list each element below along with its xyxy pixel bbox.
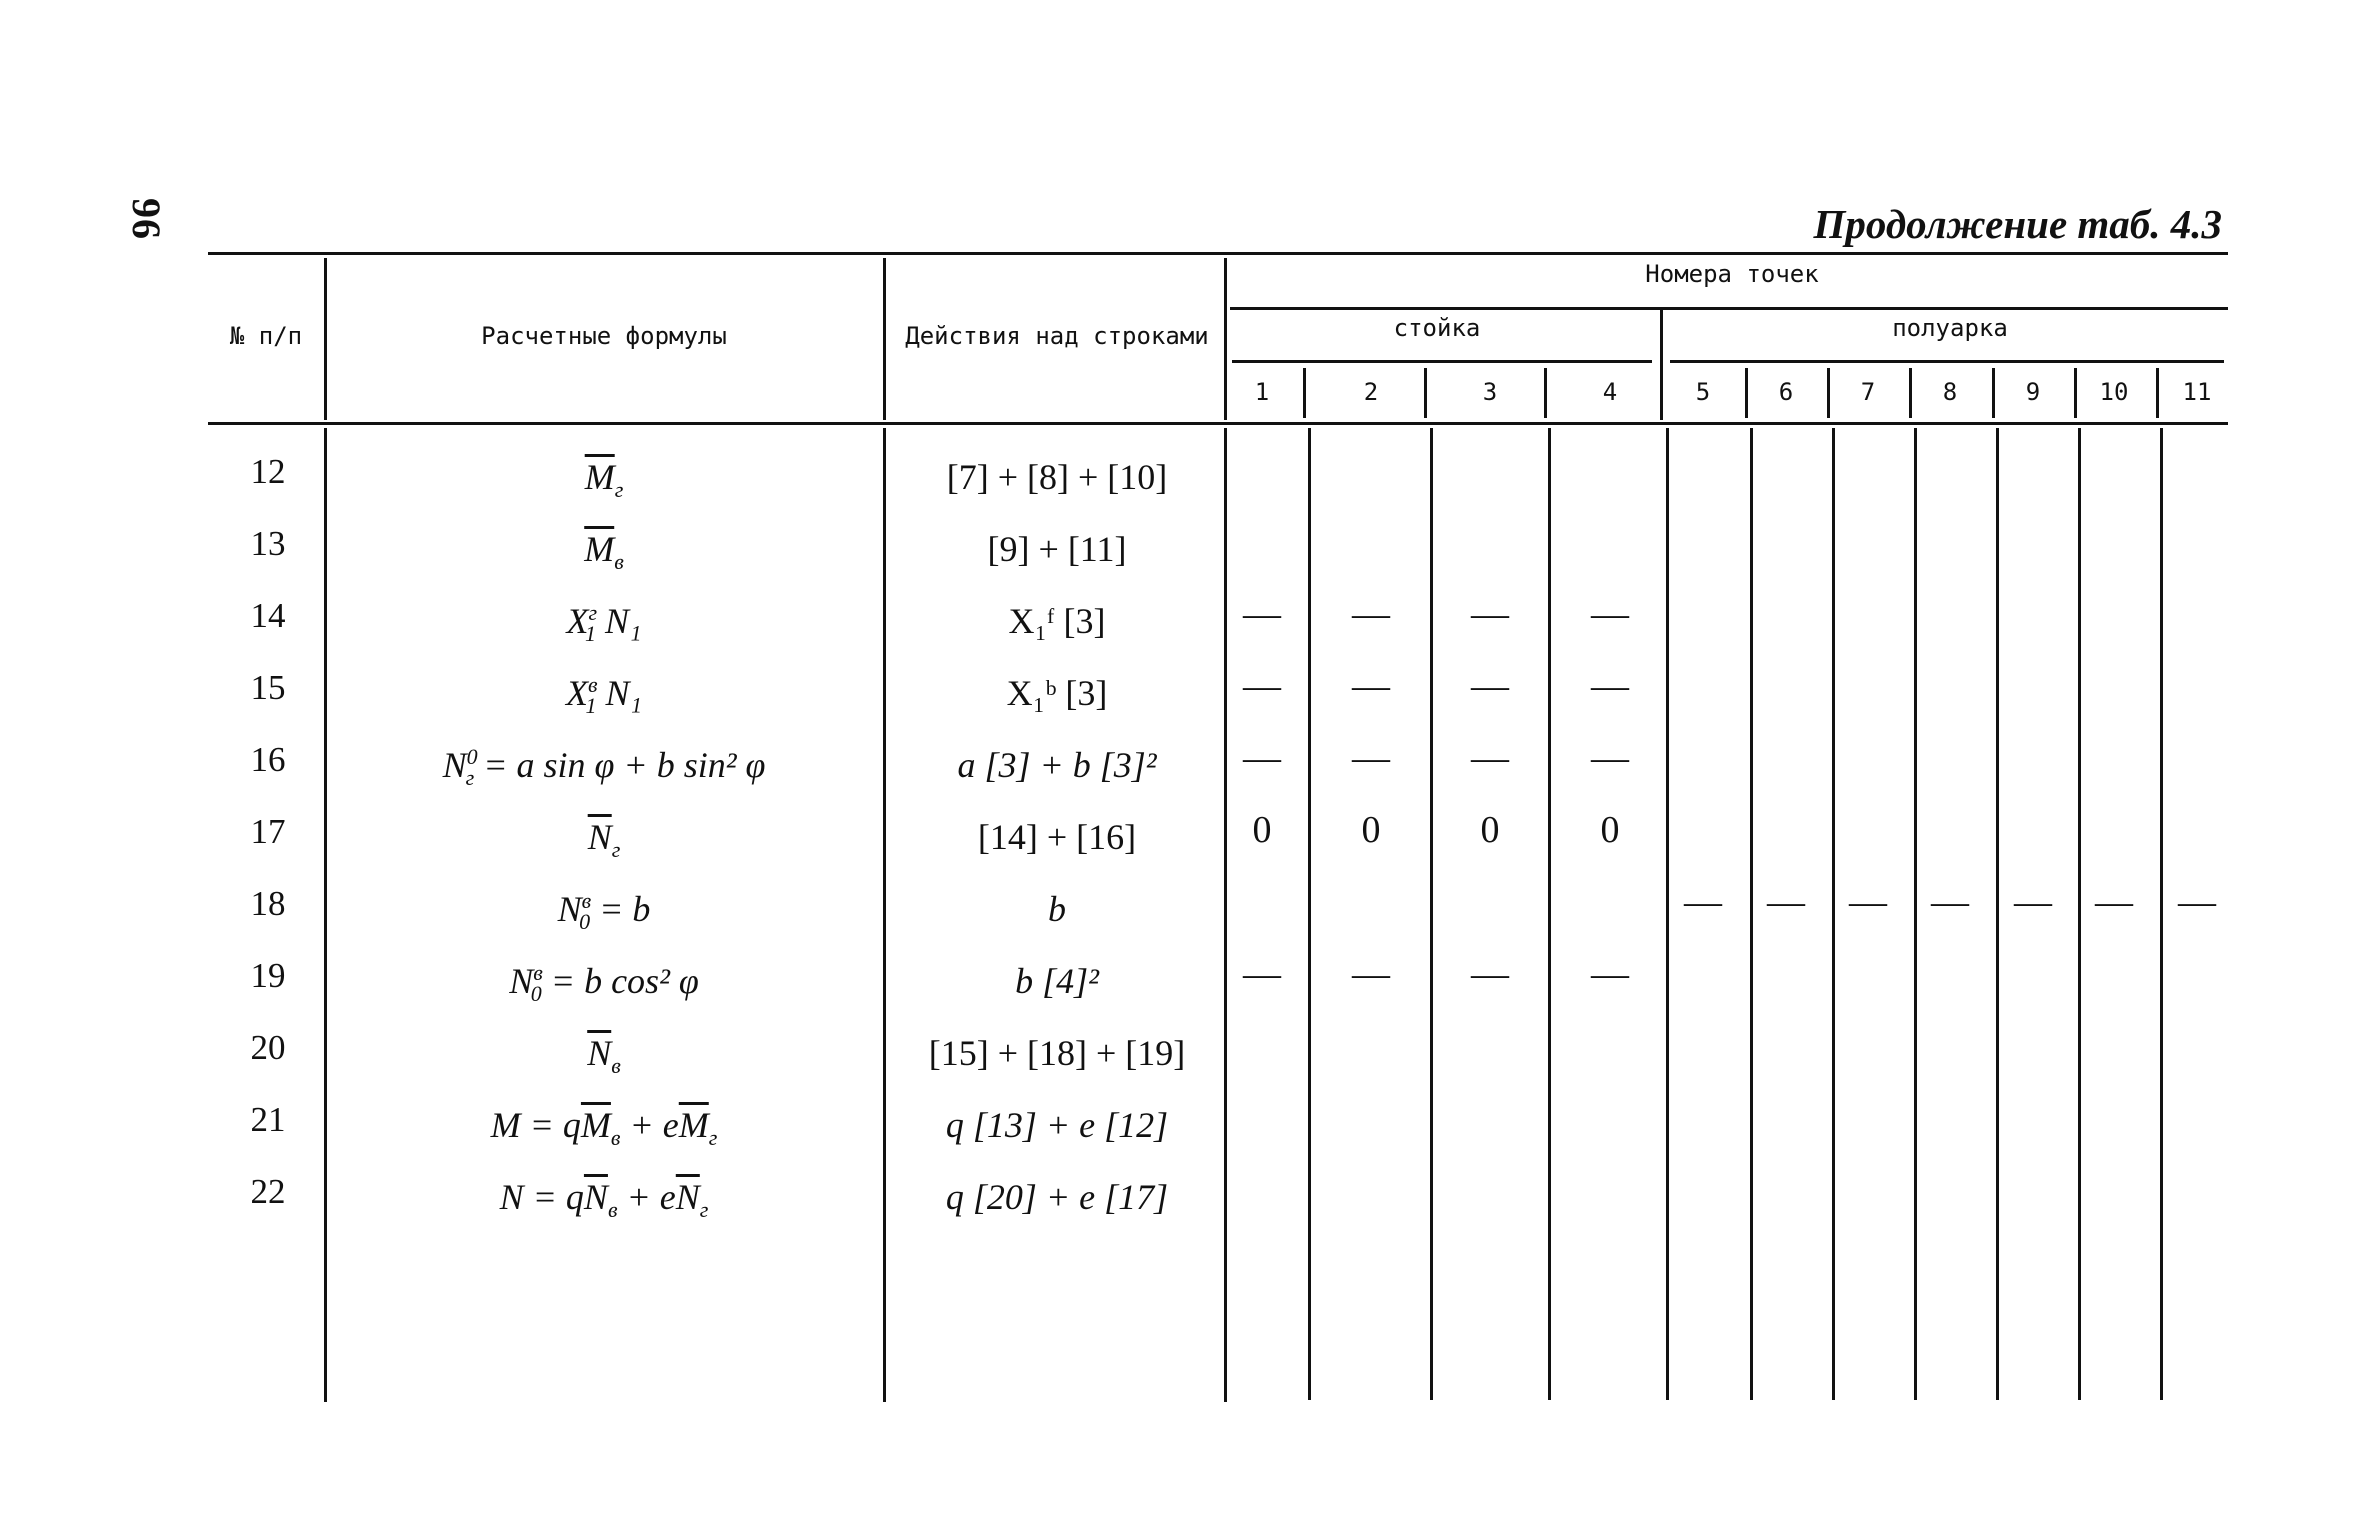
dash-mark: — — [1352, 737, 1390, 779]
point-header-divider — [1424, 368, 1427, 418]
point-column-divider — [1832, 428, 1835, 1400]
dash-mark: — — [1471, 665, 1509, 707]
dash-mark: — — [1243, 737, 1281, 779]
header-point-6: 6 — [1778, 378, 1794, 406]
point-header-divider — [1303, 368, 1306, 418]
header-point-2: 2 — [1363, 378, 1379, 406]
header-point-3: 3 — [1482, 378, 1498, 406]
zero-value: 0 — [1361, 809, 1381, 851]
point-header-divider — [1909, 368, 1912, 418]
table-caption: Продолжение таб. 4.3 — [1813, 201, 2222, 247]
formula-row-20: $\overline{N}_в$ — [587, 1033, 621, 1079]
dash-mark: — — [1471, 953, 1509, 995]
header-group-poluarka: полуарка — [1892, 314, 2008, 342]
row-action: X₁ᵇ [3] — [1006, 673, 1108, 713]
row-number: 21 — [250, 1100, 286, 1139]
dash-mark: — — [1591, 593, 1629, 635]
top-rule — [208, 252, 2228, 255]
header-point-7: 7 — [1860, 378, 1876, 406]
formula-row-14: $X^г_1$ N₁ — [566, 600, 642, 647]
formula-row-13: $\overline{M}_в$ — [584, 529, 624, 575]
row-action: X₁ᶠ [3] — [1008, 601, 1106, 641]
header-point-8: 8 — [1942, 378, 1958, 406]
formula-row-18: $N^в_0 = b$ — [557, 888, 651, 935]
formula-row-22: $N = q\overline{N}_в + e\overline{N}_г$ — [499, 1177, 709, 1223]
stoyka-rule — [1232, 360, 1652, 363]
header-number: № п/п — [229, 322, 303, 350]
row-number: 20 — [250, 1028, 286, 1067]
dash-mark: — — [1684, 881, 1722, 923]
formula-row-12: $\overline{M}_г$ — [584, 457, 624, 503]
point-column-divider — [1666, 428, 1669, 1400]
row-number: 18 — [250, 884, 286, 923]
row-number: 22 — [250, 1172, 286, 1211]
points-rule — [1230, 307, 2228, 310]
zero-value: 0 — [1252, 809, 1272, 851]
dash-mark: — — [1849, 881, 1887, 923]
formula-action-divider-header — [883, 258, 886, 420]
dash-mark: — — [1591, 665, 1629, 707]
row-action: [15] + [18] + [19] — [928, 1033, 1186, 1073]
header-actions: Действия над строками — [905, 322, 1209, 350]
point-column-divider — [1750, 428, 1753, 1400]
row-action: q [20] + e [17] — [945, 1177, 1169, 1217]
no-formula-divider — [324, 428, 327, 1402]
header-formulas: Расчетные формулы — [481, 322, 727, 350]
formula-row-15: $X^в_1$ N₁ — [565, 672, 643, 719]
row-action: [14] + [16] — [977, 817, 1137, 857]
row-action: [9] + [11] — [987, 529, 1127, 569]
row-action: [7] + [8] + [10] — [946, 457, 1168, 497]
point-column-divider — [1996, 428, 1999, 1400]
poluarka-rule — [1670, 360, 2224, 363]
header-points-title: Номера точек — [1645, 260, 1819, 288]
dash-mark: — — [2178, 881, 2216, 923]
dash-mark: — — [1243, 665, 1281, 707]
dash-mark: — — [1931, 881, 1969, 923]
point-header-divider — [2156, 368, 2159, 418]
header-point-1: 1 — [1254, 378, 1270, 406]
dash-mark: — — [1352, 953, 1390, 995]
dash-mark: — — [1767, 881, 1805, 923]
row-number: 19 — [250, 956, 286, 995]
row-action: q [13] + e [12] — [945, 1105, 1169, 1145]
formula-row-21: $M = q\overline{M}_в + e\overline{M}_г$ — [490, 1105, 718, 1151]
header-point-11: 11 — [2182, 378, 2212, 406]
zero-value: 0 — [1600, 809, 1620, 851]
row-action: b — [1048, 889, 1066, 929]
point-column-divider — [2078, 428, 2081, 1400]
dash-mark: — — [1243, 953, 1281, 995]
group-divider-header — [1660, 310, 1663, 420]
row-action: b [4]² — [1015, 961, 1099, 1001]
point-column-divider — [1914, 428, 1917, 1400]
point-header-divider — [1827, 368, 1830, 418]
point-header-divider — [1992, 368, 1995, 418]
no-formula-divider-header — [324, 258, 327, 420]
zero-value: 0 — [1480, 809, 1500, 851]
dash-mark: — — [1591, 953, 1629, 995]
dash-mark: — — [2014, 881, 2052, 923]
action-points-divider-header — [1224, 258, 1227, 420]
point-column-divider — [1548, 428, 1551, 1400]
dash-mark: — — [1591, 737, 1629, 779]
row-number: 13 — [250, 524, 286, 563]
header-point-4: 4 — [1602, 378, 1618, 406]
point-column-divider — [1430, 428, 1433, 1400]
row-number: 15 — [250, 668, 286, 707]
formula-action-divider — [883, 428, 886, 1402]
row-number: 14 — [250, 596, 286, 635]
header-point-10: 10 — [2099, 378, 2129, 406]
point-header-divider — [2074, 368, 2077, 418]
point-column-divider — [1308, 428, 1311, 1400]
formula-row-17: $\overline{N}_г$ — [587, 817, 621, 863]
dash-mark: — — [1352, 665, 1390, 707]
dash-mark: — — [1352, 593, 1390, 635]
action-points-divider — [1224, 428, 1227, 1402]
row-action: a [3] + b [3]² — [957, 745, 1157, 785]
point-header-divider — [1745, 368, 1748, 418]
row-number: 12 — [250, 452, 286, 491]
header-bottom-rule — [208, 422, 2228, 425]
dash-mark: — — [2095, 881, 2133, 923]
row-number: 16 — [250, 740, 286, 779]
page-number: 96 — [124, 198, 169, 240]
formula-row-19: $N^в_0 = b$ cos² φ — [509, 960, 699, 1007]
dash-mark: — — [1471, 593, 1509, 635]
point-header-divider — [1544, 368, 1547, 418]
formula-row-16: $N^0_г = a$ sin φ + b sin² φ — [442, 744, 766, 791]
header-group-stoyka: стойка — [1393, 314, 1481, 342]
header-point-9: 9 — [2025, 378, 2041, 406]
point-column-divider — [2160, 428, 2163, 1400]
header-point-5: 5 — [1695, 378, 1711, 406]
row-number: 17 — [250, 812, 286, 851]
dash-mark: — — [1243, 593, 1281, 635]
dash-mark: — — [1471, 737, 1509, 779]
